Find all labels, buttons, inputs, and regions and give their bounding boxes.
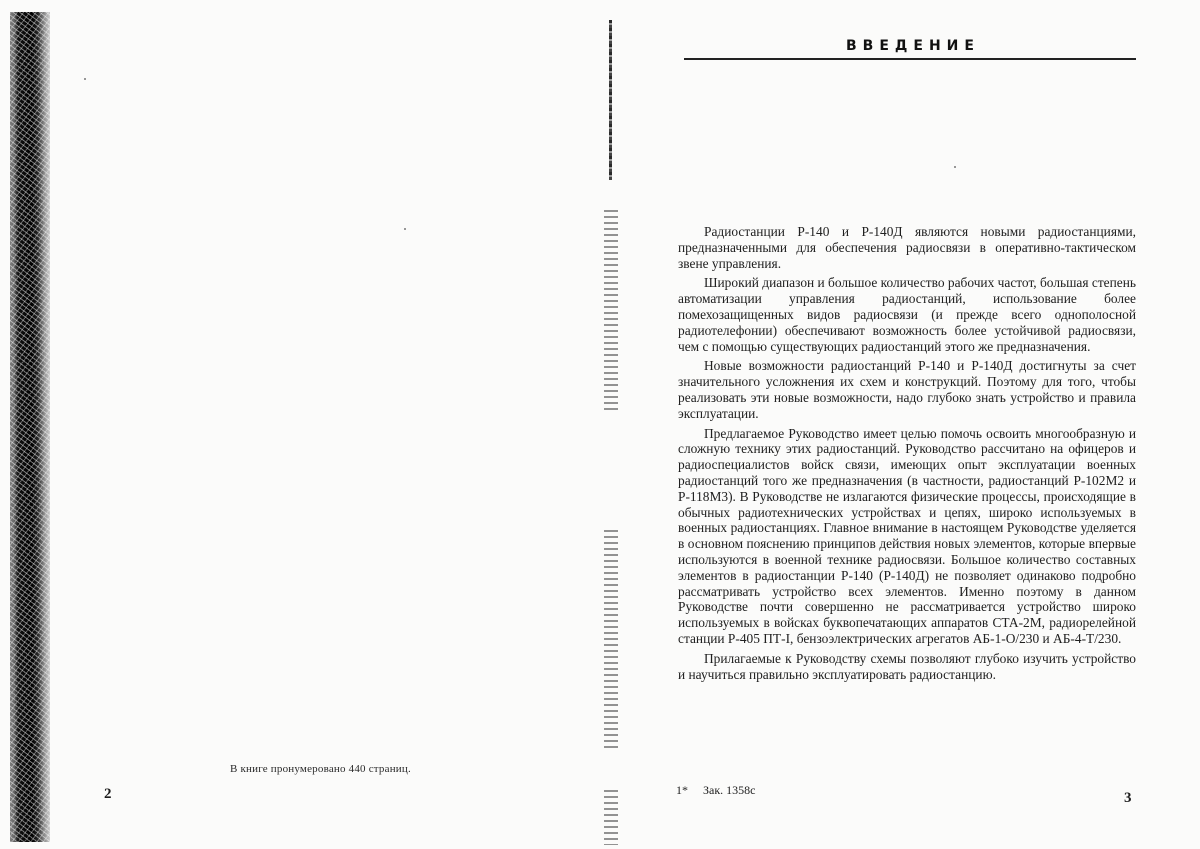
gutter-dots-middle (604, 530, 618, 750)
paragraph: Прилагаемые к Руководству схемы позволяют глубоко изучить устройство и научиться правильно эксплуатировать радиостанцию. (678, 650, 1136, 682)
heading-rule (684, 58, 1136, 60)
left-page (50, 0, 600, 849)
scan-speck (404, 228, 406, 230)
order-note: Зак. 1358с (703, 783, 756, 797)
paragraph: Предлагаемое Руководство имеет целью помочь освоить многообразную и сложную технику этих радиостанций. Руководство рассчитано на офицеров и радиоспециалистов войск связи, имеющих опыт эксплуатации военных радиостанций того же предназначения (в частности, радиостанций Р-102М2 и Р-118М3). В Руководстве не излагаются физические процессы, происходящие в обычных радиотехнических устройствах и цепях, широко используемых в военных радиостанциях. Главное внимание в настоящем Руководстве уделяется в основном пояснению принципов действия новых элементов, которые впервые используются в военной технике радиосвязи. Большое количество составных элементов в радиостанции Р-140 (Р-140Д) не позволяет одинаково подробно рассматривать устройство всех элементов. Именно поэтому в данном Руководстве почти совершенно не рассматривается устройство широко используемых в войсках буквопечатающих аппаратов СТА-2М, радиорелейной станции Р-405 ПТ-I, бензоэлектрических агрегатов АБ-1-О/230 и АБ-4-Т/230. (678, 425, 1136, 646)
scan-speck (84, 78, 86, 80)
introduction-text (678, 224, 1136, 686)
signature-mark: 1* (676, 783, 688, 797)
page-number-left: 2 (104, 786, 112, 802)
gutter-shadow-line (609, 20, 612, 180)
gutter-dots-lower (604, 790, 618, 845)
paragraph: Широкий диапазон и большое количество рабочих частот, большая степень автоматизации управления радиостанций, использование более помехозащищенных видов радиосвязи (и прежде всего однополосной радиотелефонии) обеспечивают возможность более устойчивой радиосвязи, чем с помощью существующих радиостанций этого же предназначения. (678, 275, 1136, 354)
paragraph: Новые возможности радиостанций Р-140 и Р-140Д достигнуты за счет значительного усложнения их схем и конструкций. Поэтому для того, чтобы реализовать эти новые возможности, надо глубоко знать устройство и правила эксплуатации. (678, 358, 1136, 421)
right-page (620, 0, 1200, 849)
scan-left-edge (10, 12, 50, 842)
page-count-note: В книге пронумеровано 440 страниц. (230, 763, 411, 775)
page-number-right: 3 (1124, 790, 1132, 806)
printing-footer (676, 783, 756, 798)
paragraph: Радиостанции Р-140 и Р-140Д являются новыми радиостанциями, предназначенными для обеспечения радиосвязи в оперативно-тактическом звене управления. (678, 224, 1136, 271)
gutter-dots-upper (604, 210, 618, 410)
scan-speck (954, 166, 956, 168)
chapter-heading: ВВЕДЕНИЕ (846, 38, 980, 54)
